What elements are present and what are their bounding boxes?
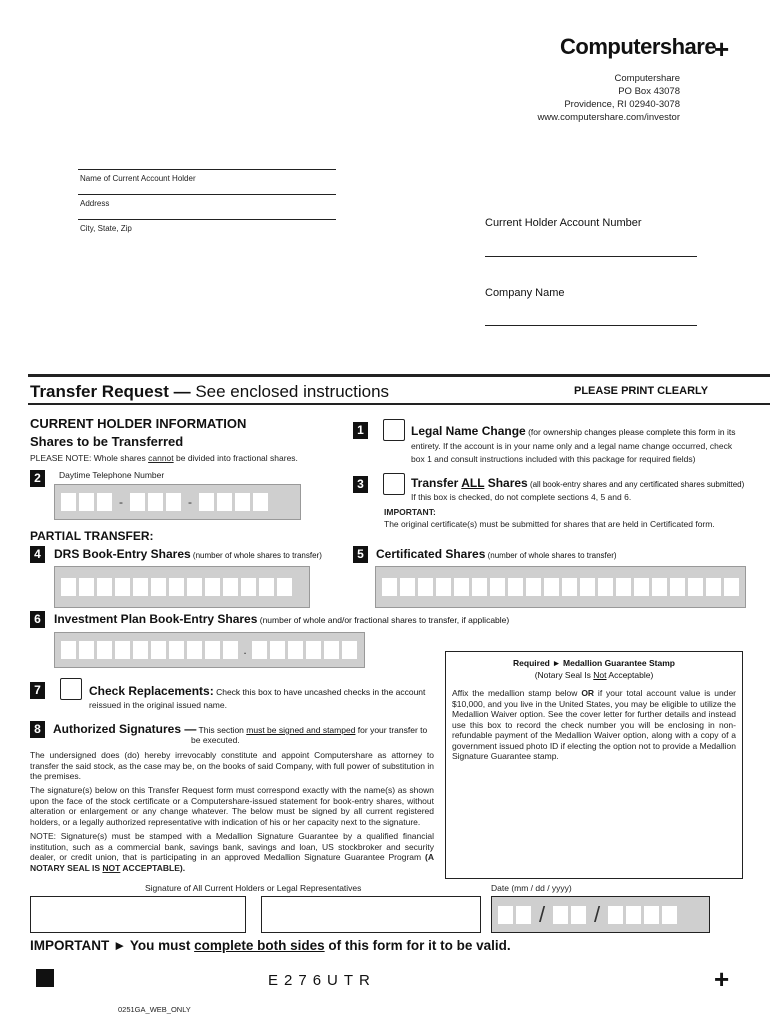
name-label: Name of Current Account Holder [80, 174, 196, 183]
date-label: Date (mm / dd / yyyy) [491, 883, 572, 893]
current-holder-heading: CURRENT HOLDER INFORMATION [30, 416, 247, 431]
certificated-shares-title: Certificated Shares (number of whole shares to transfer) [376, 547, 617, 561]
section-2-number: 2 [30, 470, 45, 487]
transfer-all-checkbox[interactable] [383, 473, 405, 495]
important-label: IMPORTANT: [384, 507, 436, 517]
company-name-field[interactable] [485, 325, 697, 326]
transfer-all-title: Transfer ALL Shares (all book-entry shares and any certificated shares submitted) [411, 476, 745, 490]
legal-paragraph-2: The signature(s) below on this Transfer Request form must correspond exactly with the name(s) as shown upon the face of the stock certificate or a Computershare-issued statement for book-entry shares, without alteration or enlargement or any change whatever. The below must be signed by all current registered holders, or a legally authorized representative with indication of his or her capacity next to the signature. [30, 785, 434, 827]
check-replacements-note: reissued in the original issued name. [89, 700, 227, 710]
title-top-rule [28, 374, 770, 377]
registration-square-icon [36, 969, 54, 987]
legal-paragraph-3: NOTE: Signature(s) must be stamped with a Medallion Signature Guarantee by a qualified financial institution, such as a commercial bank, savings bank, savings and loan, US stockbroker and security dealer, or credit union, that is participating in an approved Medallion Signature Guarantee Program (A NOTARY SEAL IS NOT ACCEPTABLE). [30, 831, 434, 873]
medallion-instructions: Affix the medallion stamp below OR if your total account value is under $10,000, and you live in the United States, you may be eligible to utilize the Medallion Waiver option. See the cover letter for further details and instead use this box to record the check number you will be enclosing in non-refundable payment of the Medallion Waiver option, along with a copy of a government issued photo ID if electing the option not to provide a Medallion Signature Guarantee stamp. [452, 688, 736, 761]
date-slash: / [538, 901, 546, 927]
web-only-code: 0251GA_WEB_ONLY [118, 1005, 191, 1014]
legal-name-change-checkbox[interactable] [383, 419, 405, 441]
account-number-label: Current Holder Account Number [485, 217, 642, 229]
transfer-all-note: If this box is checked, do not complete sections 4, 5 and 6. [411, 492, 632, 502]
section-3-number: 3 [353, 476, 368, 493]
form-code: E276UTR [268, 972, 376, 989]
drs-shares-input[interactable] [54, 566, 310, 608]
address-line-rule [78, 194, 336, 195]
signature-field-2[interactable] [261, 896, 481, 933]
company-name-label: Company Name [485, 287, 565, 299]
section-7-number: 7 [30, 682, 45, 699]
registration-mark-icon: + [714, 34, 730, 64]
date-slash: / [593, 901, 601, 927]
phone-input[interactable] [54, 484, 301, 520]
company-logo: Computershare [560, 34, 717, 59]
address-line: Computershare [614, 73, 680, 84]
authorized-signatures-note: be executed. [191, 735, 240, 745]
partial-transfer-heading: PARTIAL TRANSFER: [30, 529, 154, 543]
notary-note: (Notary Seal Is Not Acceptable) [534, 670, 654, 680]
account-number-field[interactable] [485, 256, 697, 257]
address-line: www.computershare.com/investor [537, 112, 680, 123]
drs-shares-title: DRS Book-Entry Shares (number of whole shares to transfer) [54, 547, 322, 561]
whole-shares-note: PLEASE NOTE: Whole shares cannot be divided into fractional shares. [30, 453, 298, 463]
important-footer: IMPORTANT ► You must complete both sides of this form for it to be valid. [30, 938, 511, 953]
date-input[interactable] [491, 896, 710, 933]
city-line [78, 219, 336, 220]
legal-paragraph-1: The undersigned does (do) hereby irrevocably constitute and appoint Computershare as attorney to transfer the said stock, as the case may be, on the books of said Company, with full power of substitution in the premises. [30, 750, 434, 781]
signature-field-1[interactable] [30, 896, 246, 933]
phone-separator: - [188, 495, 192, 509]
investment-plan-input[interactable] [54, 632, 365, 668]
registration-mark-icon: + [714, 964, 730, 994]
decimal-point: . [243, 643, 247, 657]
signature-label: Signature of All Current Holders or Legal Representatives [145, 883, 362, 893]
address-line: Providence, RI 02940-3078 [564, 99, 680, 110]
name-line [78, 169, 336, 170]
shares-heading: Shares to be Transferred [30, 434, 184, 449]
company-address [537, 72, 680, 124]
city-label: City, State, Zip [80, 224, 132, 233]
investment-plan-title: Investment Plan Book-Entry Shares (number of whole and/or fractional shares to transfer, if applicable) [54, 612, 510, 626]
check-replacements-checkbox[interactable] [60, 678, 82, 700]
section-1-number: 1 [353, 422, 368, 439]
section-5-number: 5 [353, 546, 368, 563]
address-line: PO Box 43078 [618, 86, 680, 97]
medallion-required: Required ► Medallion Guarantee Stamp [513, 658, 675, 668]
phone-separator: - [119, 495, 123, 509]
title-bottom-rule [28, 403, 770, 405]
section-4-number: 4 [30, 546, 45, 563]
medallion-stamp-box[interactable] [445, 651, 743, 879]
address-label: Address [80, 199, 110, 208]
certificate-note: The original certificate(s) must be submitted for shares that are held in Certificated form. [384, 519, 715, 529]
check-replacements-title: Check Replacements: Check this box to have uncashed checks in the account [89, 684, 426, 698]
section-6-number: 6 [30, 611, 45, 628]
legal-name-change-text: Legal Name Change (for ownership changes please complete this form in its entirety. If the account is in your name only and a legal name change occurred, check box 1 and consult instructions included with this package for required fields) [411, 424, 736, 464]
phone-label: Daytime Telephone Number [59, 470, 165, 480]
print-clearly: PLEASE PRINT CLEARLY [574, 385, 709, 397]
certificated-shares-input[interactable] [375, 566, 746, 608]
section-8-number: 8 [30, 721, 45, 738]
form-title: Transfer Request — See enclosed instructions [30, 382, 390, 401]
authorized-signatures-title: Authorized Signatures — This section must be signed and stamped for your transfer to [53, 722, 428, 736]
